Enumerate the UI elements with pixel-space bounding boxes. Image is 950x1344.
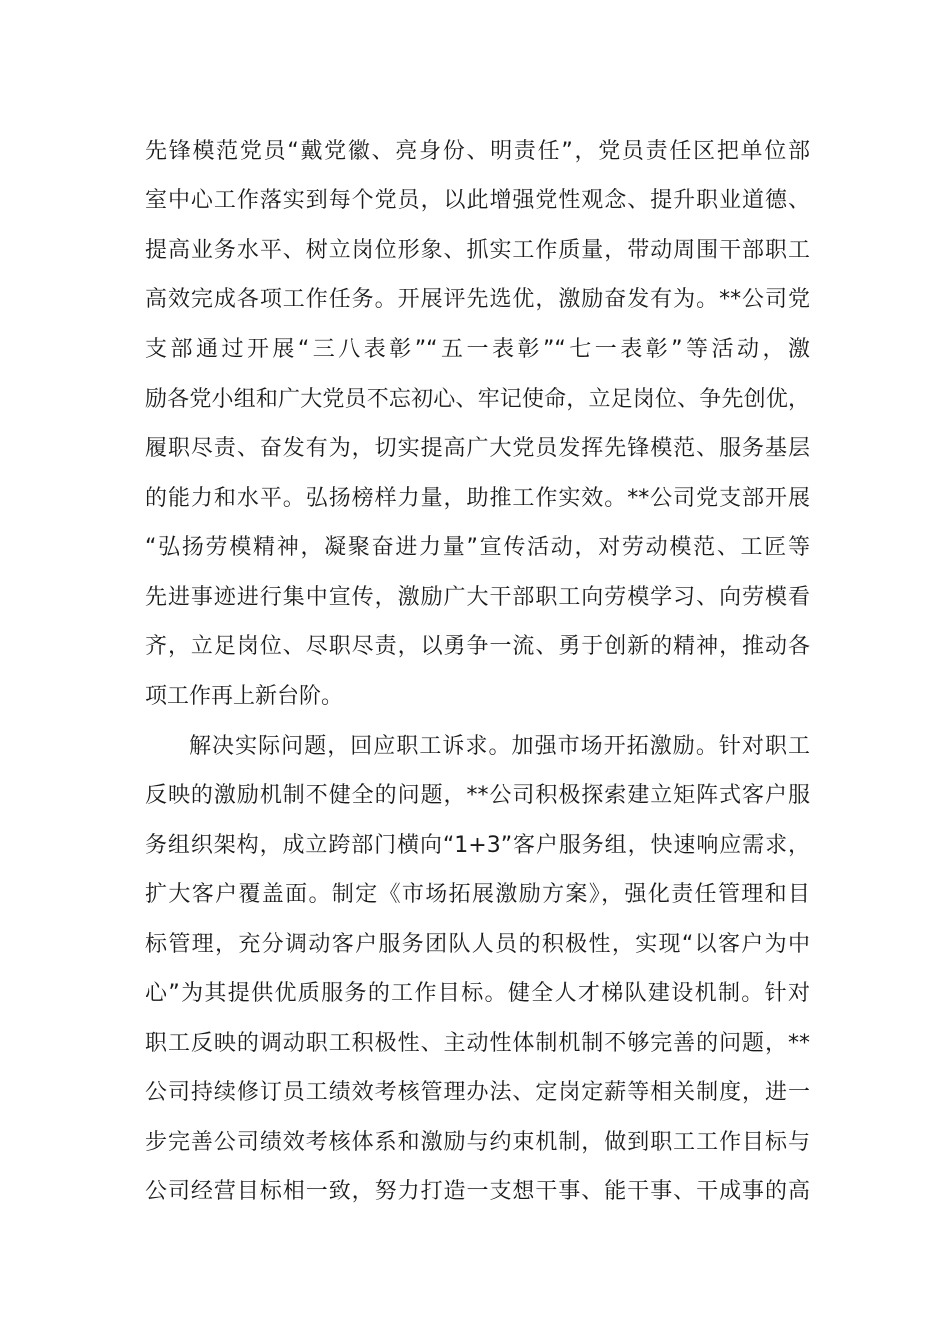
paragraph-2-line-10: 公司经营目标相一致，努力打造一支想干事、能干事、干成事的高 [145,1179,810,1204]
paragraph-1-line-7: 履职尽责、奋发有为，切实提高广大党员发挥先锋模范、服务基层 [145,436,810,461]
paragraph-1-line-12: 项工作再上新台阶。 [145,684,344,709]
paragraph-2-line-6: 心”为其提供优质服务的工作目标。健全人才梯队建设机制。针对 [145,981,810,1006]
paragraph-1-line-4: 高效完成各项工作任务。开展评先选优，激励奋发有为。**公司党 [145,287,810,312]
paragraph-1-line-8: 的能力和水平。弘扬榜样力量，助推工作实效。**公司党支部开展 [145,486,810,511]
paragraph-2-line-9: 步完善公司绩效考核体系和激励与约束机制，做到职工工作目标与 [145,1130,810,1155]
paragraph-2-line-4: 扩大客户覆盖面。制定《市场拓展激励方案》，强化责任管理和目 [145,882,810,907]
paragraph-1-line-11: 齐，立足岗位、尽职尽责，以勇争一流、勇于创新的精神，推动各 [145,634,810,659]
paragraph-2-line-7: 职工反映的调动职工积极性、主动性体制机制不够完善的问题，** [145,1031,810,1056]
paragraph-1-line-5: 支部通过开展“三八表彰”“五一表彰”“七一表彰”等活动，激 [145,337,810,362]
paragraph-1-line-9: “弘扬劳模精神，凝聚奋进力量”宣传活动，对劳动模范、工匠等 [145,535,810,560]
paragraph-2-line-5: 标管理，充分调动客户服务团队人员的积极性，实现“以客户为中 [145,932,810,957]
paragraph-2-line-3: 务组织架构，成立跨部门横向“1+3”客户服务组，快速响应需求， [145,833,810,858]
paragraph-2-line-1: 解决实际问题，回应职工诉求。加强市场开拓激励。针对职工 [189,734,810,759]
paragraph-2-line-2: 反映的激励机制不健全的问题，**公司积极探索建立矩阵式客户服 [145,783,810,808]
paragraph-1-line-6: 励各党小组和广大党员不忘初心、牢记使命，立足岗位、争先创优， [145,387,810,412]
paragraph-2-line-8: 公司持续修订员工绩效考核管理办法、定岗定薪等相关制度，进一 [145,1080,810,1105]
paragraph-1-line-3: 提高业务水平、树立岗位形象、抓实工作质量，带动周围干部职工 [145,238,810,263]
paragraph-1-line-1: 先锋模范党员“戴党徽、亮身份、明责任”，党员责任区把单位部 [145,139,810,164]
paragraph-1-line-10: 先进事迹进行集中宣传，激励广大干部职工向劳模学习、向劳模看 [145,585,810,610]
paragraph-1-line-2: 室中心工作落实到每个党员，以此增强党性观念、提升职业道德、 [145,188,810,213]
